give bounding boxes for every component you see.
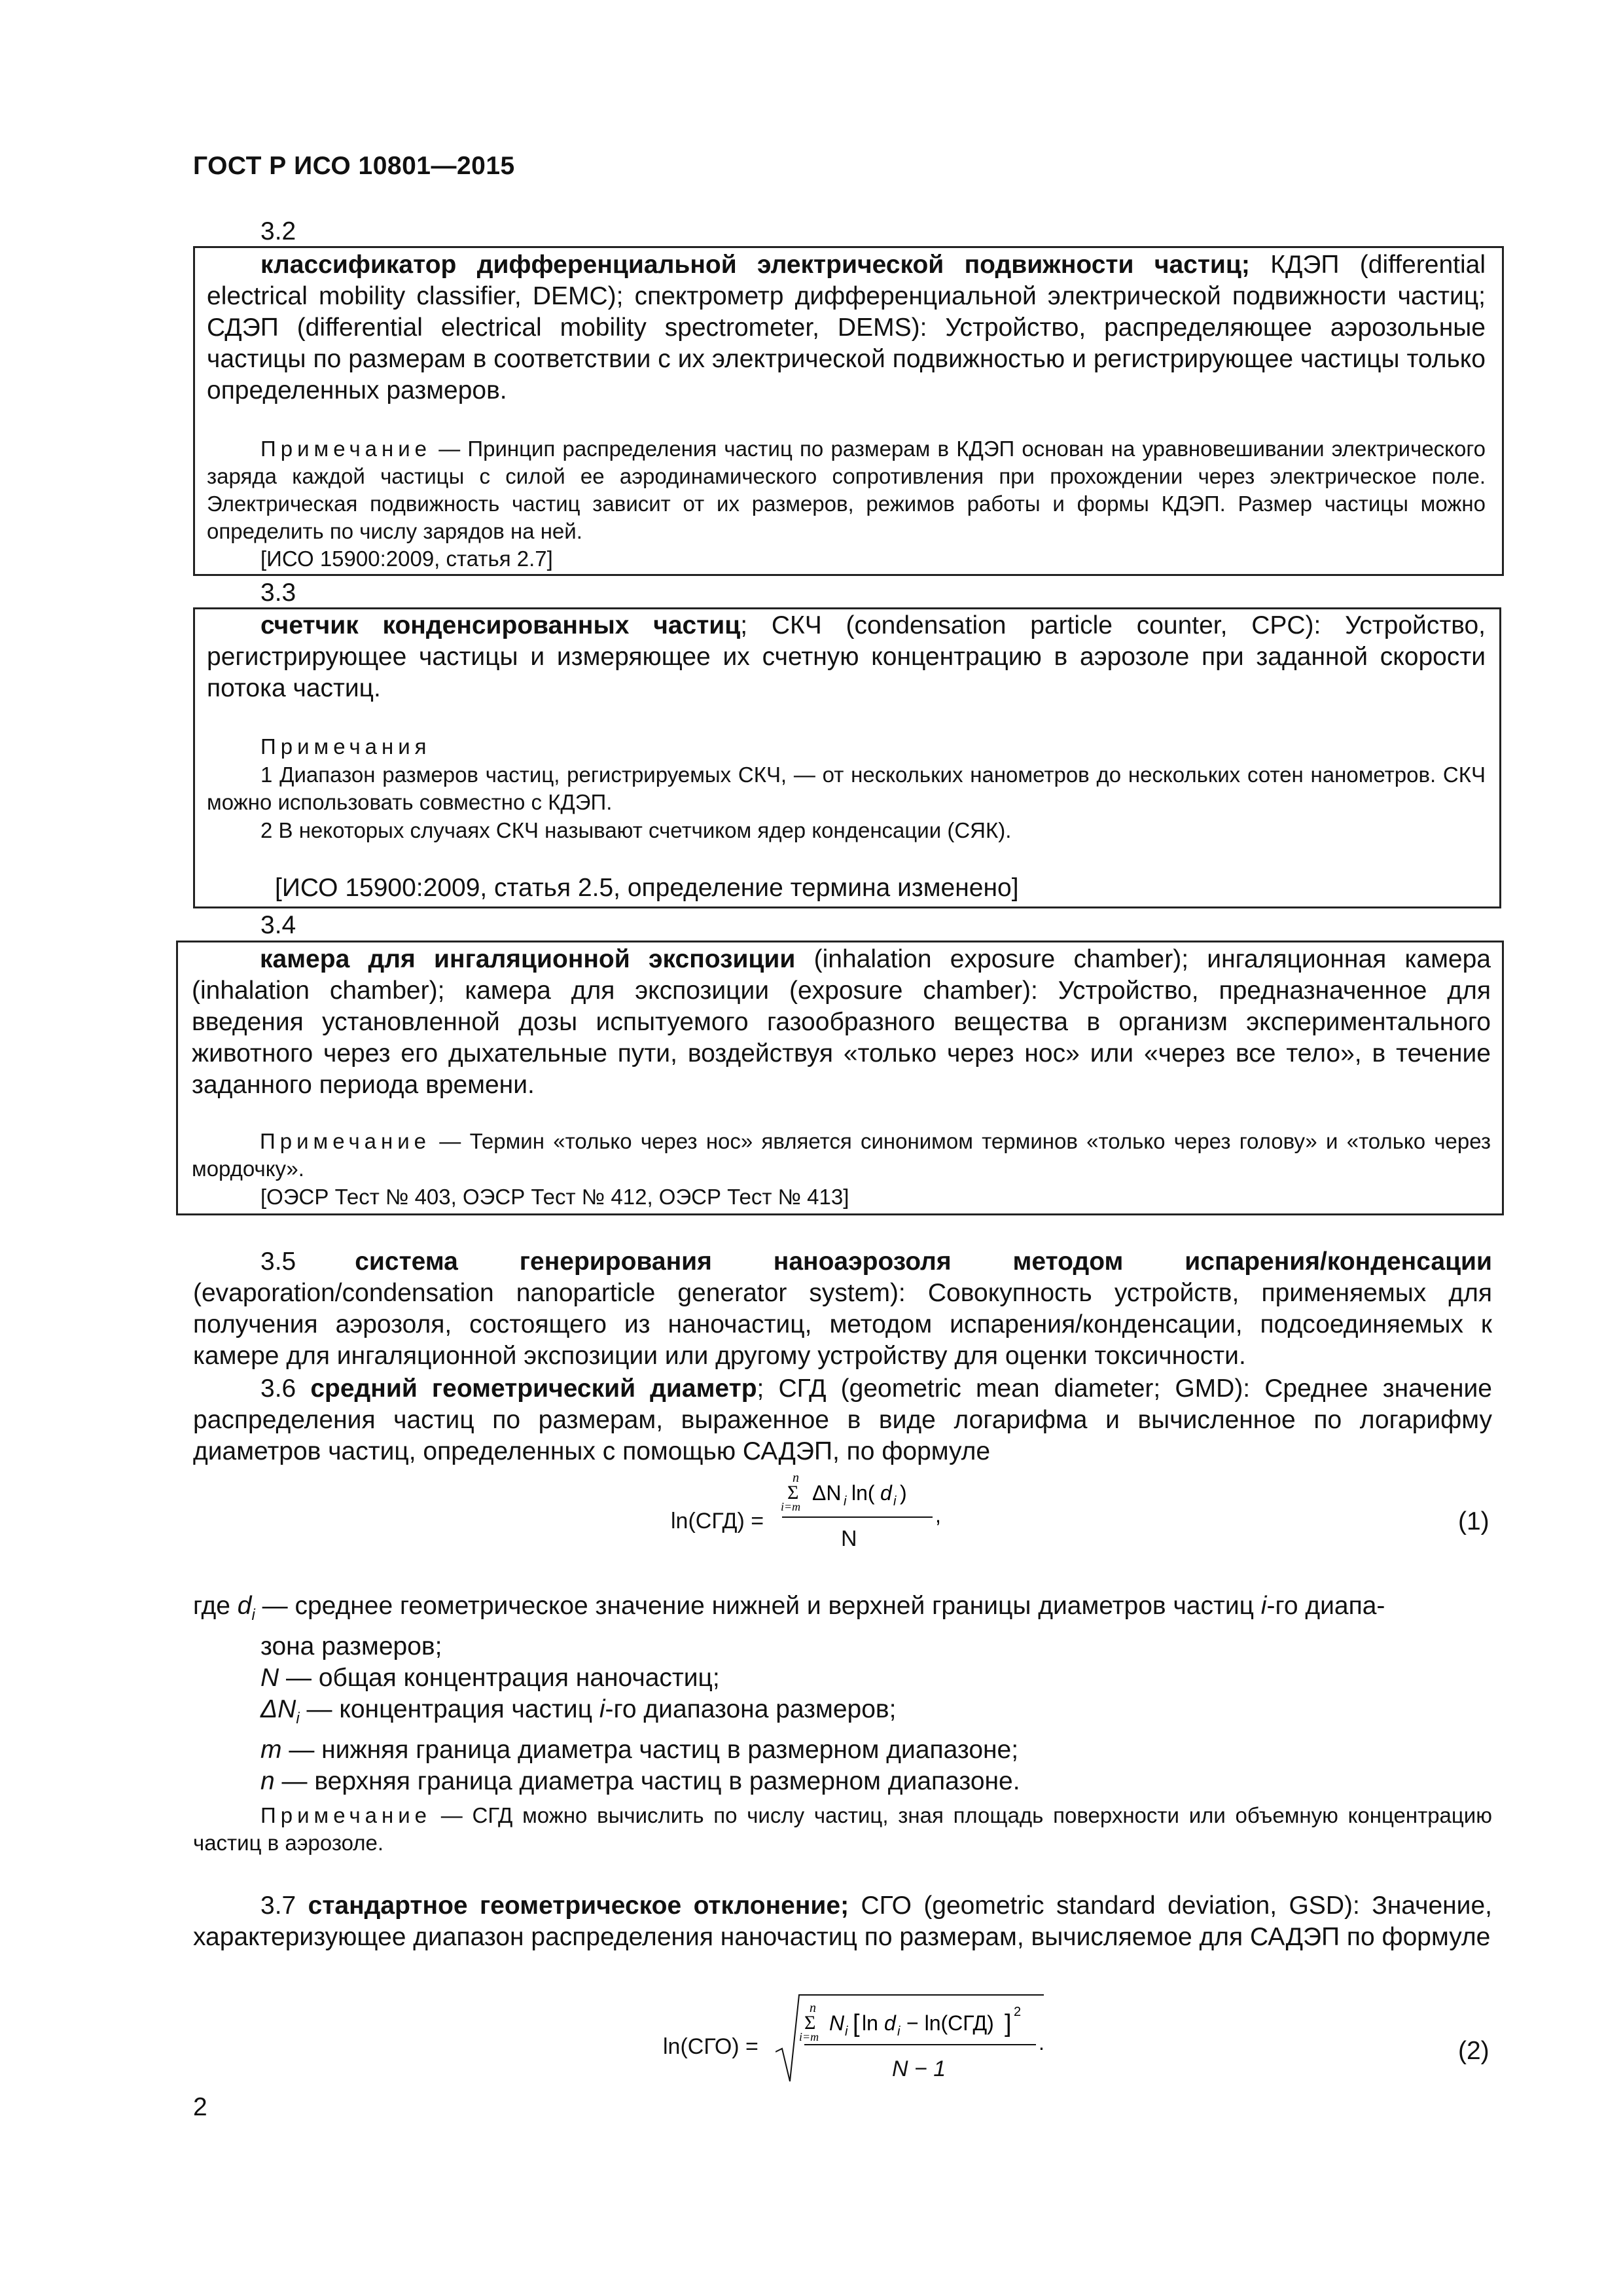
entry-3-3-notes-label: Примечания (260, 734, 431, 759)
entry-3-6-note (193, 1802, 1492, 1857)
entry-3-6-term: средний геометрический диаметр (310, 1374, 757, 1403)
svg-text:]: ] (1005, 2010, 1012, 2037)
where-list (193, 1590, 1385, 1797)
entry-3-2-note-label: Примечание (260, 437, 432, 461)
entry-3-7-term: стандартное геометрическое отклонение; (308, 1892, 849, 1920)
entry-3-6-body: ; СГД (geometric mean diameter; GMD): Среднее значение распределения частиц по размерам, выраженное в виде логарифма и вычисленное по логарифму диаметров частиц, определенных с помощью САДЭП, по формуле (193, 1374, 1492, 1465)
svg-text:ln: ln (862, 2011, 878, 2035)
svg-text:2: 2 (1014, 2005, 1022, 2019)
entry-3-4-source: [ОЭСР Тест № 403, ОЭСР Тест № 412, ОЭСР Тест № 413] (260, 1185, 849, 1209)
svg-text:.: . (1039, 2031, 1044, 2054)
svg-text:n: n (810, 2001, 816, 2015)
entry-3-6-number: 3.6 (260, 1374, 296, 1403)
entry-3-4-number: 3.4 (260, 911, 296, 939)
svg-text:i: i (893, 1494, 897, 1509)
formula-2 (663, 1990, 1056, 2088)
entry-3-2-note-text: — Принцип распределения частиц по размерам в КДЭП основан на уравновешивании электрического заряда каждой частицы с силой ее аэродинамического сопротивления при прохождении через электрическое поле. Электрическая подвижность частиц зависит от их размеров, режимов работы и формы КДЭП. Размер частицы можно определить по числу зарядов на ней. (207, 437, 1486, 543)
entry-3-2-term: классификатор дифференциальной электрической подвижности частиц; (260, 251, 1250, 279)
svg-text:ΔN: ΔN (812, 1481, 842, 1505)
entry-3-5-body: (evaporation/condensation nanoparticle generator system): Совокупность устройств, применяемых для получения аэрозоля, состоящего из наночастиц, методом испарения/конденсации, подсоединяемых к камере для ингаляционной экспозиции или другому устройству для оценки токсичности. (193, 1279, 1492, 1370)
svg-text:i=m: i=m (781, 1500, 801, 1513)
entry-3-3-number: 3.3 (260, 579, 296, 607)
svg-text:d: d (880, 1481, 892, 1505)
entry-3-3-note-2: 2 В некоторых случаях СКЧ называют счетчиком ядер конденсации (СЯК). (260, 818, 1012, 842)
svg-text:i: i (897, 2024, 901, 2039)
entry-3-4-note (192, 1128, 1491, 1183)
svg-text:n: n (793, 1473, 799, 1485)
entry-3-7-body: СГО (geometric standard deviation, GSD): Значение, характеризующее диапазон распределения наночастиц по размерам, вычисляемое для САДЭП по формуле (193, 1892, 1492, 1951)
where-item-m: m — нижняя граница диаметра частиц в размерном диапазоне; (260, 1735, 1019, 1764)
svg-text:Σ: Σ (804, 2012, 816, 2034)
formula-1-fraction (781, 1473, 951, 1558)
entry-3-3-note-1: 1 Диапазон размеров частиц, регистрируемых СКЧ, — от нескольких нанометров до нескольких сотен нанометров. СКЧ можно использовать совместно с КДЭП. (207, 762, 1486, 814)
where-item-N: N — общая концентрация наночастиц; (260, 1663, 720, 1692)
svg-text:i=m: i=m (799, 2030, 819, 2043)
entry-3-2-source: [ИСО 15900:2009, статья 2.7] (260, 547, 553, 571)
page-number: 2 (193, 2093, 207, 2121)
svg-text:i: i (845, 2024, 848, 2039)
entry-3-6 (193, 1373, 1492, 1467)
entry-3-3-definition (207, 610, 1486, 704)
entry-3-2-body: КДЭП (differential electrical mobility classifier, DEMC); спектрометр дифференциальной электрической подвижности частиц; СДЭП (differential electrical mobility spectrometer, DEMS): Устройство, распределяющее аэрозольные частицы по размерам в соответствии с их электрической подвижностью и регистрирующее частицы только определенных размеров. (207, 251, 1486, 404)
entry-3-6-note-text: — СГД можно вычислить по числу частиц, зная площадь поверхности или объемную концентрацию частиц в аэрозоле. (193, 1803, 1492, 1855)
formula-1-denominator: N (841, 1526, 857, 1551)
entry-3-3-source: [ИСО 15900:2009, статья 2.5, определение термина изменено] (275, 874, 1019, 902)
entry-3-5-number: 3.5 (260, 1247, 296, 1276)
entry-3-4-note-label: Примечание (260, 1129, 431, 1153)
svg-text:d: d (884, 2011, 896, 2035)
equation-2-number: (2) (1458, 2037, 1489, 2065)
where-item-n: n — верхняя граница диаметра частиц в размерном диапазоне. (260, 1767, 1020, 1795)
entry-3-4-note-text: — Термин «только через нос» является синонимом терминов «только через голову» и «только через мордочку». (192, 1129, 1491, 1181)
entry-3-7 (193, 1890, 1492, 1953)
formula-1-lhs: ln(СГД) = (671, 1509, 764, 1534)
entry-3-5-term: система генерирования наноаэрозоля методом испарения/конденсации (355, 1247, 1492, 1276)
where-item-d: где $d_i$ — среднее геометрическое значение нижней и верхней границы диаметров частиц i-го диапа- (193, 1592, 1385, 1624)
where-item-deltaN: $\Delta N_i$ — концентрация частиц i-го диапазона размеров; (260, 1695, 897, 1727)
svg-text:,: , (935, 1503, 941, 1527)
entry-3-2-note (207, 435, 1486, 545)
where-item-d-cont: зона размеров; (260, 1632, 442, 1660)
entry-3-3-term: счетчик конденсированных частиц (260, 611, 741, 639)
formula-2-denominator: N − 1 (892, 2056, 946, 2081)
entry-3-6-note-label: Примечание (260, 1803, 432, 1827)
svg-text:Σ: Σ (787, 1482, 799, 1503)
entry-3-2-definition (207, 249, 1486, 406)
entry-3-4-definition (192, 944, 1491, 1101)
svg-text:− ln(СГД): − ln(СГД) (906, 2011, 994, 2035)
svg-text:N: N (829, 2011, 845, 2035)
entry-3-5 (193, 1246, 1492, 1372)
entry-3-3-body: ; СКЧ (condensation particle counter, CPC): Устройство, регистрирующее частицы и измеряющее их счетную концентрацию в аэрозоле при заданной скорости потока частиц. (207, 611, 1486, 702)
entry-3-4-body: (inhalation exposure chamber); ингаляционная камера (inhalation chamber); камера для экспозиции (exposure chamber): Устройство, предназначенное для введения установленной дозы испытуемого газообразного вещества в организм экспериментального животного через его дыхательные пути, воздействуя «только через нос» или «через все тело», в течение заданного периода времени. (192, 945, 1491, 1099)
equation-1-number: (1) (1458, 1507, 1489, 1535)
formula-1 (671, 1473, 946, 1558)
formula-2-lhs: ln(СГО) = (663, 2034, 758, 2059)
svg-text:i: i (844, 1494, 847, 1509)
document-header: ГОСТ Р ИСО 10801—2015 (193, 152, 515, 180)
svg-text:): ) (900, 1481, 907, 1505)
entry-3-4-term: камера для ингаляционной экспозиции (260, 945, 796, 973)
svg-text:[: [ (853, 2010, 860, 2037)
entry-3-7-number: 3.7 (260, 1892, 296, 1920)
svg-text:ln(: ln( (851, 1481, 875, 1505)
entry-3-2-number: 3.2 (260, 217, 296, 245)
